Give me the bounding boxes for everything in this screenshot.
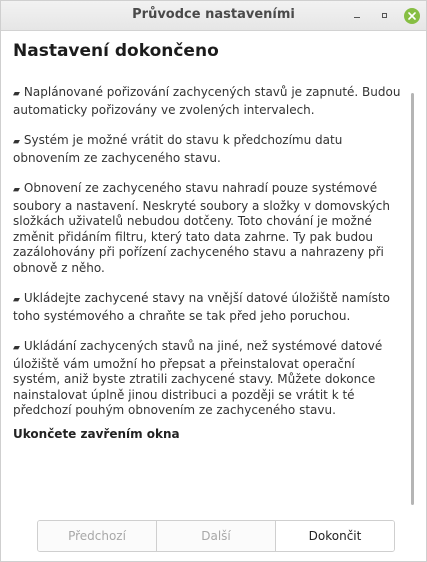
next-button[interactable]: Další xyxy=(156,521,275,551)
title-bar xyxy=(1,1,426,31)
close-button[interactable] xyxy=(404,8,420,24)
page-heading: Nastavení dokončeno xyxy=(13,41,219,61)
paragraph-text: Obnovení ze zachyceného stavu nahradí pouze systémové soubory a nastavení. Neskryté soubory a složky v domovských složkách uživatelů nebudou dotčeny. Toto chování je možné změnit přidáním filtru, který tato data zahrne. Ty pak budou zazálohovány při pořízení zachyceného stavu a nahrazeny při obnově z něho. xyxy=(13,181,390,275)
minimize-button[interactable] xyxy=(350,8,366,24)
bullet-icon: ▰ xyxy=(13,343,20,353)
info-paragraph xyxy=(13,339,403,419)
bullet-icon: ▰ xyxy=(13,295,20,305)
paragraph-text: Ukládejte zachycené stavy na vnější datové úložiště namísto toho systémového a chraňte se tak před jeho poruchou. xyxy=(13,291,390,323)
info-paragraph xyxy=(13,133,403,166)
previous-button[interactable]: Předchozí xyxy=(38,521,156,551)
bullet-icon: ▰ xyxy=(13,137,20,147)
scrollbar[interactable] xyxy=(411,93,414,505)
closing-instruction: Ukončete zavřením okna xyxy=(13,427,180,441)
paragraph-text: Naplánované pořizování zachycených stavů je zapnuté. Budou automaticky pořizovány ve zvolených intervalech. xyxy=(13,85,401,117)
finish-button[interactable]: Dokončit xyxy=(275,521,394,551)
maximize-button[interactable] xyxy=(377,8,393,24)
info-text xyxy=(13,85,403,434)
paragraph-text: Systém je možné vrátit do stavu k předchozímu datu obnovením ze zachyceného stavu. xyxy=(13,133,343,165)
info-paragraph xyxy=(13,85,403,118)
info-paragraph xyxy=(13,291,403,324)
window-title: Průvodce nastaveními xyxy=(132,7,295,22)
paragraph-text: Ukládání zachycených stavů na jiné, než systémové datové úložiště vám umožní ho přepsat a přeinstalovat operační systém, aniž byste ztratili zachycené stavy. Můžete dokonce nainstalovat úplně jinou distribuci a později se vrátit k té předchozí pouhým obnovením ze zachyceného stavu. xyxy=(13,339,383,417)
bullet-icon: ▰ xyxy=(13,185,20,195)
info-paragraph xyxy=(13,181,403,276)
bullet-icon: ▰ xyxy=(13,89,20,99)
navigation-buttons xyxy=(37,520,395,552)
close-icon xyxy=(408,12,416,20)
